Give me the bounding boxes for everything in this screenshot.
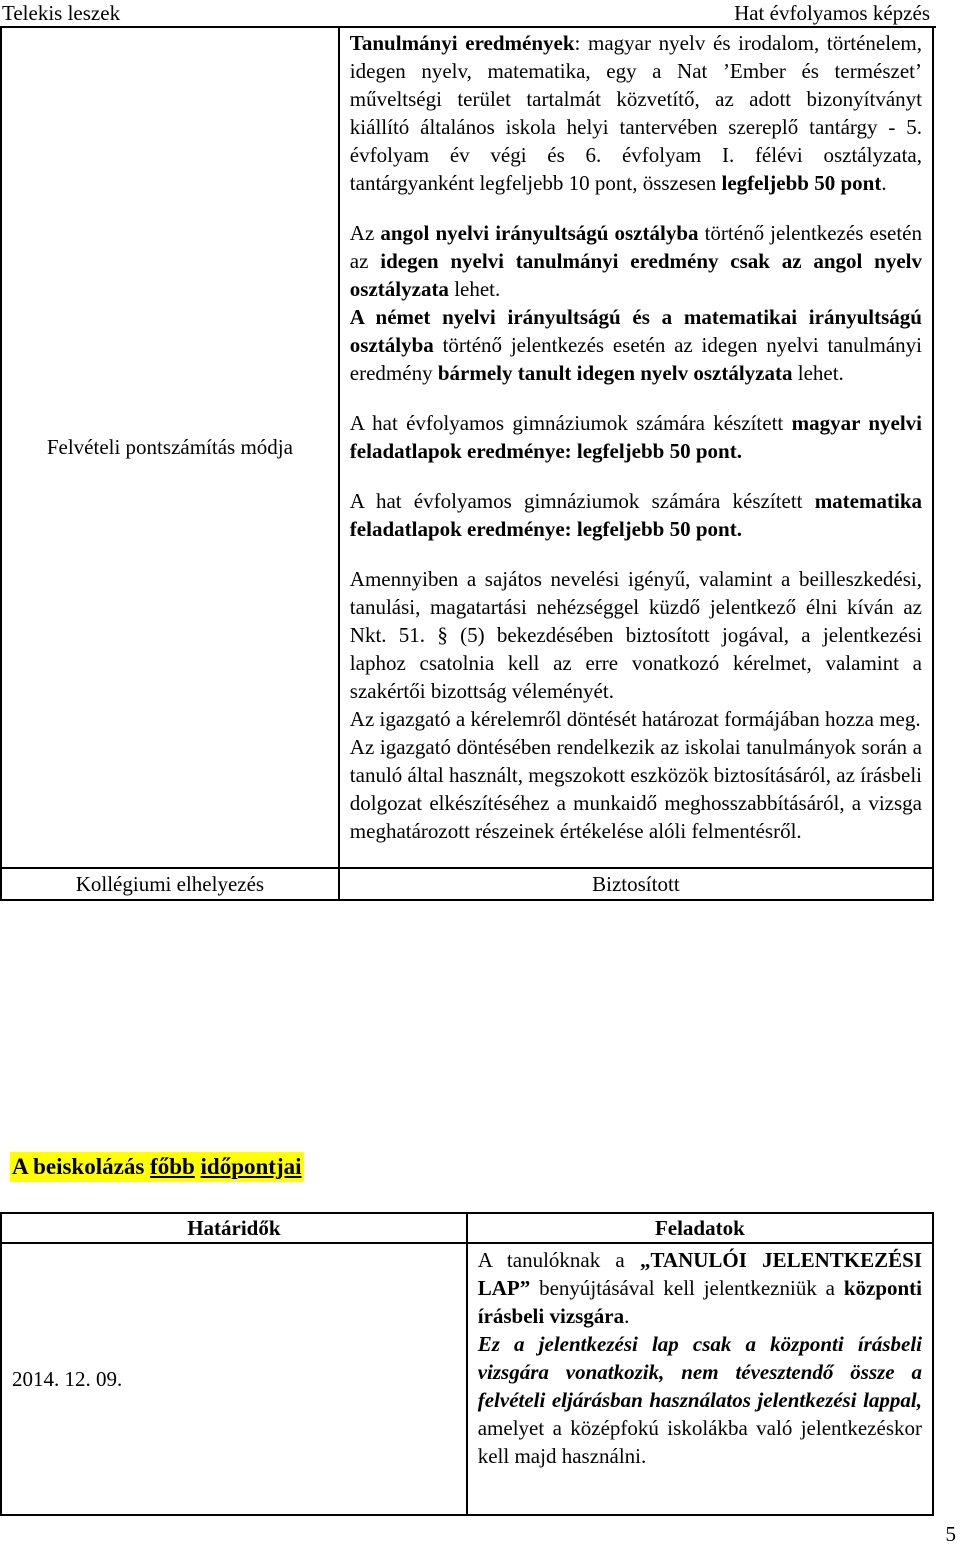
schedule-section-title: A beiskolázás főbb időpontjai <box>10 1152 304 1182</box>
schedule-table <box>0 1212 934 1516</box>
admission-content <box>339 27 933 868</box>
german-math-class-paragraph: A német nyelvi irányultságú és a matematikai irányultságú osztályba történő jelentkezés esetén az idegen nyelvi tanulmányi eredmény bármely tanult idegen nyelv osztályzata lehet. <box>349 305 922 385</box>
admission-label: Felvételi pontszámítás módja <box>1 27 339 868</box>
schedule-header-row <box>1 1213 933 1243</box>
special-needs-paragraph: Amennyiben a sajátos nevelési igényű, valamint a beilleszkedési, tanulási, magatartási nehézséggel küzdő jelentkező élni kíván az Nkt. 51. § (5) bekezdésében biztosított jogával, a jelentkezési laphoz csatolnia kell az erre vonatkozó kérelmet, valamint a szakértői bizottság véleményét. <box>349 567 922 703</box>
tasks-header: Feladatok <box>467 1213 933 1243</box>
admission-table <box>0 27 934 901</box>
math-test-paragraph: A hat évfolyamos gimnáziumok számára készített matematika feladatlapok eredménye: legfeljebb 50 pont. <box>349 489 922 541</box>
deadlines-header: Határidők <box>1 1213 467 1243</box>
deadline-date: 2014. 12. 09. <box>12 1366 123 1391</box>
header-right-title: Hat évfolyamos képzés <box>734 1 930 25</box>
task-note-paragraph: Ez a jelentkezési lap csak a központi írásbeli vizsgára vonatkozik, nem tévesztendő össze a felvételi eljárásban használatos jelentkezési lappal, amelyet a középfokú iskolákba való jelentkezéskor kell majd használni. <box>477 1332 922 1468</box>
task-cell <box>467 1243 933 1515</box>
schedule-row <box>1 1243 933 1515</box>
dormitory-value: Biztosított <box>339 868 933 900</box>
dormitory-label: Kollégiumi elhelyezés <box>1 868 339 900</box>
principal-provisions-paragraph: Az igazgató döntésében rendelkezik az iskolai tanulmányok során a tanuló által használt, megszokott eszközök biztosításáról, az írásbeli dolgozat elkészítéséhez a munkaidő meghosszabbításáról, a vizsga meghatározott részeinek értékelése alóli felmentésről. <box>349 735 922 843</box>
english-class-paragraph: Az angol nyelvi irányultságú osztályba történő jelentkezés esetén az idegen nyelvi tanulmányi eredmény csak az angol nyelv osztályzata lehet. <box>349 221 922 301</box>
grades-paragraph: Tanulmányi eredmények: magyar nyelv és irodalom, történelem, idegen nyelv, matematika, egy a Nat ’Ember és természet’ műveltségi terület tartalmát közvetítő, az adott bizonyítványt kiállító általános iskola helyi tantervében szereplő tantárgy - 5. évfolyam év végi és 6. évfolyam I. félévi osztályzata, tantárgyanként legfeljebb 10 pont, összesen legfeljebb 50 pont. <box>349 31 922 195</box>
dormitory-row <box>1 868 933 900</box>
principal-decision-paragraph: Az igazgató a kérelemről döntését határozat formájában hozza meg. <box>349 707 921 731</box>
header-left-title: Telekis leszek <box>2 1 121 25</box>
admission-row <box>1 27 933 868</box>
task-application-paragraph: A tanulóknak a „TANULÓI JELENTKEZÉSI LAP” benyújtásával kell jelentkezniük a központi írásbeli vizsgára. <box>477 1248 923 1328</box>
page-number: 5 <box>945 1522 956 1546</box>
deadline-cell <box>1 1243 467 1515</box>
hungarian-test-paragraph: A hat évfolyamos gimnáziumok számára készített magyar nyelvi feladatlapok eredménye: legfeljebb 50 pont. <box>349 411 922 463</box>
